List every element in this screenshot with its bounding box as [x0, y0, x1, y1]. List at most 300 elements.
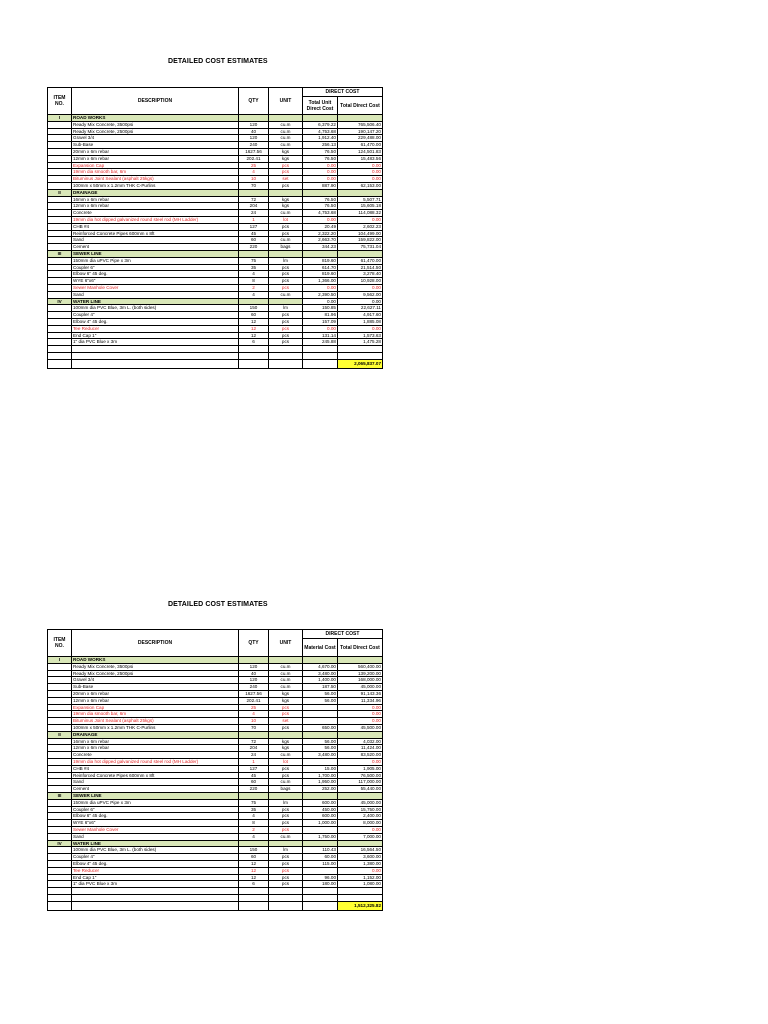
item-cell: [48, 697, 72, 704]
table-row: [48, 135, 383, 142]
blank-row: [48, 888, 383, 895]
description-cell: 100mm x 50mm x 1.2mm THK C-Purlins: [72, 182, 239, 189]
unit-cell: pcs: [269, 264, 303, 271]
qty-cell: 4: [239, 169, 269, 176]
total-cost-cell: 55,440.00: [338, 786, 383, 793]
description-cell: Elbow 6" 45 deg.: [72, 813, 239, 820]
empty-cell: [239, 115, 269, 122]
total-cost-cell: 168,000.00: [338, 677, 383, 684]
description-cell: WYE 6"x6": [72, 278, 239, 285]
table-row: [48, 284, 383, 291]
section-name: DRAINAGE: [72, 731, 239, 738]
description-cell: Sand: [72, 833, 239, 840]
item-cell: [48, 244, 72, 251]
section-number: III: [48, 792, 72, 799]
qty-cell: 120: [239, 121, 269, 128]
qty-cell: 127: [239, 765, 269, 772]
total-cost-cell: 1,152.00: [338, 874, 383, 881]
item-cell: [48, 826, 72, 833]
empty-cell: [48, 894, 72, 901]
header-total-direct-cost: Total Direct Cost: [338, 97, 383, 115]
unit-cell: lm: [269, 847, 303, 854]
section-row: [48, 250, 383, 257]
section-number: I: [48, 657, 72, 664]
unit-cost-cell: [303, 758, 338, 765]
total-cost-cell: 104,499.00: [338, 230, 383, 237]
total-cost-cell: 560,400.00: [338, 663, 383, 670]
table-row: [48, 128, 383, 135]
qty-cell: 8: [239, 820, 269, 827]
header-total-direct-cost: Total Direct Cost: [338, 639, 383, 657]
total-cost-cell: 0.00: [338, 162, 383, 169]
total-cost-cell: 0.00: [338, 826, 383, 833]
unit-cost-cell: [303, 718, 338, 725]
table-row: [48, 772, 383, 779]
description-cell: 19mm dia smooth bar, 6m: [72, 711, 239, 718]
description-cell: WYE 6"x6": [72, 820, 239, 827]
unit-cost-cell: 1,912.40: [303, 135, 338, 142]
total-cost-cell: 3,278.40: [338, 271, 383, 278]
item-cell: [48, 237, 72, 244]
section-unit-cost: [303, 731, 338, 738]
item-cell: [48, 677, 72, 684]
qty-cell: 25: [239, 704, 269, 711]
qty-cell: 60: [239, 312, 269, 319]
description-cell: Coupler 4": [72, 854, 239, 861]
empty-cell: [48, 901, 72, 910]
unit-cell: cu.m: [269, 833, 303, 840]
table-row: [48, 339, 383, 346]
empty-cell: [239, 657, 269, 664]
section-total-cost: [338, 657, 383, 664]
item-cell: [48, 881, 72, 888]
table-row: [48, 881, 383, 888]
item-cell: [48, 820, 72, 827]
qty-cell: 1627.56: [239, 690, 269, 697]
item-cell: [48, 148, 72, 155]
section-total-cost: [338, 792, 383, 799]
section-number: I: [48, 115, 72, 122]
empty-cell: [269, 359, 303, 368]
section-name: WATER LINE: [72, 298, 239, 305]
description-cell: 12mm x 6m rebar: [72, 697, 239, 704]
blank-row: [48, 352, 383, 359]
unit-cell: pcs: [269, 284, 303, 291]
unit-cost-cell: 3,480.00: [303, 670, 338, 677]
description-cell: Ready Mix Concrete, 2500psi: [72, 670, 239, 677]
qty-cell: 1: [239, 758, 269, 765]
total-cost-cell: 159,822.00: [338, 237, 383, 244]
section-unit-cost: 0.00: [303, 298, 338, 305]
unit-cell: cu.m: [269, 142, 303, 149]
qty-cell: 4: [239, 271, 269, 278]
item-cell: [48, 738, 72, 745]
unit-cell: pcs: [269, 813, 303, 820]
unit-cost-cell: 0.00: [303, 176, 338, 183]
description-cell: Elbow 4" 45 deg.: [72, 860, 239, 867]
empty-cell: [72, 888, 239, 895]
empty-cell: [269, 346, 303, 353]
section-row: [48, 189, 383, 196]
unit-cell: pcs: [269, 162, 303, 169]
unit-cost-cell: 0.00: [303, 216, 338, 223]
qty-cell: 4: [239, 833, 269, 840]
unit-cell: cu.m: [269, 663, 303, 670]
empty-cell: [72, 359, 239, 368]
qty-cell: 70: [239, 724, 269, 731]
table-row: [48, 271, 383, 278]
empty-cell: [48, 359, 72, 368]
table-row: [48, 799, 383, 806]
table-row: [48, 758, 383, 765]
total-cost-cell: 0.00: [338, 325, 383, 332]
table-row: [48, 257, 383, 264]
unit-cell: lm: [269, 257, 303, 264]
qty-cell: 4: [239, 711, 269, 718]
description-cell: Cement: [72, 244, 239, 251]
table-row: [48, 684, 383, 691]
description-cell: Expansion Cap: [72, 162, 239, 169]
table-row: [48, 752, 383, 759]
total-cost-cell: 3,600.00: [338, 854, 383, 861]
grand-total-row: [48, 901, 383, 910]
description-cell: 20mm x 6m rebar: [72, 148, 239, 155]
table-row: [48, 305, 383, 312]
empty-cell: [269, 888, 303, 895]
total-cost-cell: 9,562.00: [338, 291, 383, 298]
empty-cell: [239, 792, 269, 799]
description-cell: 12mm x 6m rebar: [72, 745, 239, 752]
empty-cell: [239, 901, 269, 910]
estimate-title: DETAILED COST ESTIMATES: [168, 601, 268, 608]
empty-cell: [72, 894, 239, 901]
description-cell: 1" dia PVC Blue x 3m: [72, 339, 239, 346]
unit-cost-cell: 60.00: [303, 854, 338, 861]
empty-cell: [338, 894, 383, 901]
unit-cost-cell: 1,950.00: [303, 779, 338, 786]
empty-cell: [338, 346, 383, 353]
unit-cost-cell: 76.50: [303, 203, 338, 210]
unit-cell: pcs: [269, 318, 303, 325]
qty-cell: 1: [239, 216, 269, 223]
table-row: [48, 765, 383, 772]
unit-cell: kgs: [269, 697, 303, 704]
description-cell: 150mm dia uPVC Pipe x 3m: [72, 799, 239, 806]
unit-cell: kgs: [269, 690, 303, 697]
qty-cell: 4: [239, 813, 269, 820]
qty-cell: 12: [239, 332, 269, 339]
empty-cell: [269, 352, 303, 359]
grand-total-row: [48, 359, 383, 368]
unit-cell: pcs: [269, 867, 303, 874]
unit-cell: pcs: [269, 230, 303, 237]
qty-cell: 220: [239, 244, 269, 251]
qty-cell: 25: [239, 162, 269, 169]
unit-cost-cell: 15.00: [303, 765, 338, 772]
qty-cell: 12: [239, 860, 269, 867]
header-unit: UNIT: [269, 630, 303, 657]
total-cost-cell: 114,088.32: [338, 210, 383, 217]
unit-cost-cell: 0.00: [303, 325, 338, 332]
header-unit: UNIT: [269, 88, 303, 115]
total-cost-cell: 8,000.00: [338, 820, 383, 827]
unit-cell: pcs: [269, 854, 303, 861]
table-row: [48, 155, 383, 162]
unit-cost-cell: 256.13: [303, 142, 338, 149]
total-cost-cell: 117,000.00: [338, 779, 383, 786]
unit-cost-cell: 110.43: [303, 847, 338, 854]
unit-cost-cell: 4,753.68: [303, 210, 338, 217]
total-cost-cell: 10,928.00: [338, 278, 383, 285]
item-cell: [48, 874, 72, 881]
item-cell: [48, 786, 72, 793]
unit-cost-cell: 4,753.68: [303, 128, 338, 135]
description-cell: Sub-Base: [72, 684, 239, 691]
item-cell: [48, 332, 72, 339]
unit-cost-cell: 887.90: [303, 182, 338, 189]
unit-cell: kgs: [269, 148, 303, 155]
unit-cost-cell: 0.00: [303, 162, 338, 169]
item-cell: [48, 223, 72, 230]
empty-cell: [48, 352, 72, 359]
qty-cell: 75: [239, 257, 269, 264]
table-row: [48, 874, 383, 881]
total-cost-cell: 83,520.00: [338, 752, 383, 759]
description-cell: Gravel 3/4: [72, 135, 239, 142]
empty-cell: [269, 840, 303, 847]
table-row: [48, 724, 383, 731]
grand-total-value: 2,065,837.07: [338, 359, 383, 368]
unit-cell: set: [269, 718, 303, 725]
total-cost-cell: 7,000.00: [338, 833, 383, 840]
description-cell: Reinforced Concrete Pipes 600mm x 8ft: [72, 230, 239, 237]
table-row: [48, 745, 383, 752]
description-cell: 1" dia PVC Blue x 3m: [72, 881, 239, 888]
unit-cost-cell: 6,379.22: [303, 121, 338, 128]
unit-cost-cell: 56.00: [303, 690, 338, 697]
qty-cell: 8: [239, 278, 269, 285]
empty-cell: [239, 298, 269, 305]
empty-cell: [239, 352, 269, 359]
table-row: [48, 182, 383, 189]
empty-cell: [303, 352, 338, 359]
unit-cell: pcs: [269, 820, 303, 827]
qty-cell: 204: [239, 203, 269, 210]
section-number: II: [48, 731, 72, 738]
description-cell: Coupler 6": [72, 806, 239, 813]
description-cell: 12mm x 6m rebar: [72, 155, 239, 162]
qty-cell: 10: [239, 176, 269, 183]
unit-cost-cell: 76.50: [303, 148, 338, 155]
qty-cell: 12: [239, 867, 269, 874]
header-direct-cost: DIRECT COST: [303, 88, 383, 97]
table-row: [48, 820, 383, 827]
qty-cell: 6: [239, 339, 269, 346]
empty-cell: [72, 901, 239, 910]
section-number: IV: [48, 298, 72, 305]
qty-cell: 40: [239, 128, 269, 135]
qty-cell: 202.41: [239, 155, 269, 162]
table-row: [48, 230, 383, 237]
description-cell: Ready Mix Concrete, 3500psi: [72, 663, 239, 670]
total-cost-cell: 16,564.50: [338, 847, 383, 854]
unit-cost-cell: 76.50: [303, 155, 338, 162]
section-unit-cost: [303, 792, 338, 799]
item-cell: [48, 278, 72, 285]
total-cost-cell: 0.00: [338, 176, 383, 183]
qty-cell: 1627.56: [239, 148, 269, 155]
description-cell: 19mm dia hot dipped galvanized round steel rod (MH Ladder): [72, 758, 239, 765]
header-description: DESCRIPTION: [72, 630, 239, 657]
item-cell: [48, 325, 72, 332]
empty-cell: [269, 250, 303, 257]
unit-cell: pcs: [269, 806, 303, 813]
item-cell: [48, 772, 72, 779]
unit-cost-cell: 1,700.00: [303, 772, 338, 779]
item-cell: [48, 142, 72, 149]
qty-cell: 240: [239, 142, 269, 149]
unit-cost-cell: [303, 711, 338, 718]
table-row: [48, 291, 383, 298]
item-cell: [48, 312, 72, 319]
table-row: [48, 806, 383, 813]
total-cost-cell: 76,500.00: [338, 772, 383, 779]
qty-cell: 45: [239, 772, 269, 779]
qty-cell: 40: [239, 670, 269, 677]
unit-cost-cell: 1,000.00: [303, 820, 338, 827]
item-cell: [48, 216, 72, 223]
total-cost-cell: 4,917.60: [338, 312, 383, 319]
total-cost-cell: 0.00: [338, 711, 383, 718]
description-cell: 12mm x 6m rebar: [72, 203, 239, 210]
unit-cost-cell: 1,366.00: [303, 278, 338, 285]
unit-cell: kgs: [269, 745, 303, 752]
qty-cell: 120: [239, 677, 269, 684]
unit-cell: lot: [269, 216, 303, 223]
section-name: SEWER LINE: [72, 792, 239, 799]
qty-cell: 120: [239, 663, 269, 670]
unit-cost-cell: 56.00: [303, 745, 338, 752]
total-cost-cell: 0.00: [338, 169, 383, 176]
qty-cell: 240: [239, 684, 269, 691]
item-cell: [48, 854, 72, 861]
table-row: [48, 169, 383, 176]
empty-cell: [269, 894, 303, 901]
description-cell: Coupler 6": [72, 264, 239, 271]
table-row: [48, 697, 383, 704]
section-number: II: [48, 189, 72, 196]
estimate-grid: [47, 87, 383, 369]
empty-cell: [303, 359, 338, 368]
unit-cell: cu.m: [269, 135, 303, 142]
estimate-title: DETAILED COST ESTIMATES: [168, 58, 268, 65]
unit-cost-cell: 81.96: [303, 312, 338, 319]
unit-cost-cell: [303, 867, 338, 874]
table-row: [48, 325, 383, 332]
unit-cell: pcs: [269, 169, 303, 176]
table-row: [48, 860, 383, 867]
qty-cell: 2: [239, 826, 269, 833]
unit-cost-cell: 2,390.50: [303, 291, 338, 298]
description-cell: Ready Mix Concrete, 2500psi: [72, 128, 239, 135]
unit-cost-cell: 819.60: [303, 257, 338, 264]
qty-cell: 70: [239, 182, 269, 189]
total-cost-cell: 45,000.00: [338, 684, 383, 691]
empty-cell: [239, 894, 269, 901]
description-cell: Elbow 4" 45 deg.: [72, 318, 239, 325]
section-unit-cost: [303, 189, 338, 196]
total-cost-cell: 229,488.00: [338, 135, 383, 142]
total-cost-cell: 61,470.00: [338, 142, 383, 149]
qty-cell: 72: [239, 196, 269, 203]
header-direct-cost: DIRECT COST: [303, 630, 383, 639]
total-cost-cell: 75,731.04: [338, 244, 383, 251]
description-cell: Ready Mix Concrete, 3500psi: [72, 121, 239, 128]
description-cell: Bituminus Joint Sealant (asphalt 25kgs): [72, 176, 239, 183]
qty-cell: 60: [239, 854, 269, 861]
table-row: [48, 142, 383, 149]
empty-cell: [338, 888, 383, 895]
qty-cell: 24: [239, 210, 269, 217]
description-cell: 19mm dia hot dipped galvanized round steel rod (MH Ladder): [72, 216, 239, 223]
description-cell: End Cap 1": [72, 332, 239, 339]
total-cost-cell: 765,506.40: [338, 121, 383, 128]
total-cost-cell: 62,153.00: [338, 182, 383, 189]
table-row: [48, 867, 383, 874]
qty-cell: 10: [239, 718, 269, 725]
qty-cell: 75: [239, 799, 269, 806]
total-cost-cell: 139,200.00: [338, 670, 383, 677]
qty-cell: 12: [239, 874, 269, 881]
description-cell: Sand: [72, 291, 239, 298]
total-cost-cell: 1,080.00: [338, 881, 383, 888]
cost-estimate-table: [47, 629, 383, 911]
unit-cell: cu.m: [269, 121, 303, 128]
section-row: [48, 115, 383, 122]
empty-cell: [303, 346, 338, 353]
table-row: [48, 216, 383, 223]
total-cost-cell: 2,400.00: [338, 813, 383, 820]
qty-cell: 127: [239, 223, 269, 230]
qty-cell: 12: [239, 318, 269, 325]
unit-cost-cell: 1,750.00: [303, 833, 338, 840]
description-cell: 100mm dia PVC Blue, 3m L. (both sides): [72, 305, 239, 312]
unit-cell: cu.m: [269, 779, 303, 786]
unit-cell: cu.m: [269, 684, 303, 691]
description-cell: 16mm x 6m rebar: [72, 738, 239, 745]
item-cell: [48, 162, 72, 169]
empty-cell: [303, 888, 338, 895]
item-cell: [48, 718, 72, 725]
qty-cell: 72: [239, 738, 269, 745]
unit-cell: cu.m: [269, 291, 303, 298]
description-cell: Elbow 6" 45 deg.: [72, 271, 239, 278]
unit-cell: pcs: [269, 278, 303, 285]
unit-cost-cell: 2,322.20: [303, 230, 338, 237]
table-row: [48, 854, 383, 861]
unit-cell: set: [269, 176, 303, 183]
unit-cell: lot: [269, 758, 303, 765]
section-total-cost: [338, 115, 383, 122]
section-total-cost: 0.00: [338, 298, 383, 305]
description-cell: Cement: [72, 786, 239, 793]
qty-cell: 2: [239, 284, 269, 291]
item-cell: [48, 684, 72, 691]
unit-cost-cell: 131.14: [303, 332, 338, 339]
unit-cell: cu.m: [269, 237, 303, 244]
empty-cell: [269, 792, 303, 799]
unit-cell: pcs: [269, 704, 303, 711]
